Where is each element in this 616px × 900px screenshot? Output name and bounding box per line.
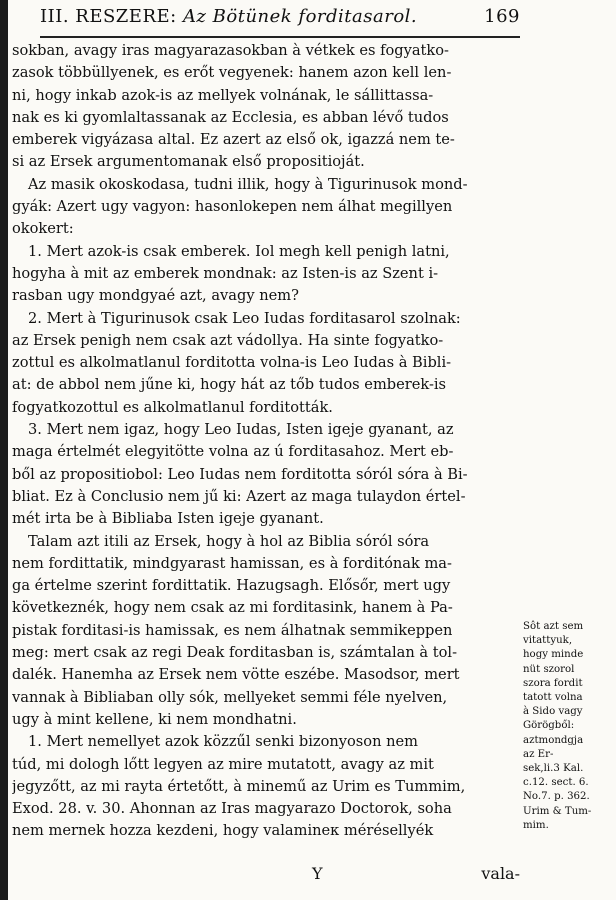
text-line: meg: mert csak az regi Deak forditasban is, számtalan à tol- (12, 644, 458, 662)
header-title (40, 6, 417, 27)
margin-note-line: tatott volna (523, 692, 583, 704)
main-text-block (12, 40, 520, 860)
text-line: emberek vigyázasa altal. Ez azert az első ok, igazzá nem te- (12, 131, 455, 149)
text-line: at: de abbol nem jűne ki, hogy hát az tőb tudos emberek-is (12, 376, 447, 394)
text-line: 3. Mert nem igaz, hogy Leo Iudas, Isten igeje gyanant, az (28, 421, 454, 439)
text-line: túd, mi dologh lőtt legyen az mire mutatott, avagy az mit (12, 755, 434, 773)
text-line: mét irta be à Bibliaba Isten igeje gyanant. (12, 510, 324, 528)
text-line: 2. Mert à Tigurinusok csak Leo Iudas forditasarol szolnak: (28, 309, 461, 327)
text-line: gyák: Azert ugy vagyon: hasonlokepen nem álhat megillyen (12, 198, 453, 216)
margin-note-line: aztmondgja (523, 734, 584, 746)
header-title-italic: Az Bötünek forditasarol. (182, 6, 418, 27)
text-line: sokban, avagy iras magyarazasokban à vétkek es fogyatko- (12, 42, 449, 59)
text-line: ga értelme szerint fordittatik. Hazugsagh. Elősőr, mert ugy (12, 577, 451, 595)
text-line: 1. Mert azok-is csak emberek. Iol megh kell penigh latni, (28, 242, 450, 260)
margin-note-line: hogy minde (523, 649, 584, 661)
text-line: pistak forditasi-is hamissak, es nem álhatnak semmikeppen (12, 621, 453, 639)
text-line: következnék, hogy nem csak az mi forditasink, hanem à Pa- (12, 599, 453, 617)
margin-note-line: c.12. sect. 6. (523, 777, 589, 789)
header-rule (40, 36, 520, 38)
signature-mark: Y (312, 864, 323, 883)
text-line: ugy à mint kellene, ki nem mondhatni. (12, 710, 297, 728)
margin-note (523, 620, 613, 890)
margin-note-line: vitattyuk, (523, 635, 573, 647)
margin-note-line: Sôt azt sem (523, 621, 584, 632)
header-title-prefix: III. RESZERE: (40, 6, 177, 27)
text-line: ni, hogy inkab azok-is az mellyek volnának, le sállittassa- (12, 86, 434, 104)
page-number: 169 (484, 6, 520, 27)
text-line: maga értelmét elegyitötte volna az ú forditasahoz. Mert eb- (12, 443, 454, 461)
margin-note-line: nüt szorol (523, 663, 575, 675)
text-line: hogyha à mit az emberek mondnak: az Isten-is az Szent i- (12, 264, 439, 282)
text-line: zottul es alkolmatlanul forditotta volna-is Leo Iudas à Bibli- (12, 354, 452, 372)
text-line: rasban ugy mondgyaé azt, avagy nem? (12, 287, 299, 305)
text-line: ből az propositiobol: Leo Iudas nem forditotta sóról sóra à Bi- (12, 465, 468, 483)
text-line: si az Ersek argumentomanak első propositioját. (12, 153, 365, 171)
text-line: Exod. 28. v. 30. Ahonnan az Iras magyarazo Doctorok, soha (12, 800, 452, 818)
margin-note-line: No.7. p. 362. (523, 791, 590, 803)
text-line: fogyatkozottul es alkolmatlanul forditották. (12, 398, 333, 416)
text-line: jegyzőtt, az mi rayta értetőtt, à minemű az Urim es Tummim, (12, 777, 466, 795)
margin-note-line: Görögből: (523, 720, 575, 732)
text-line: 1. Mert nemellyet azok közzűl senki bizonyoson nem (28, 733, 418, 751)
margin-note-line: sek,li.3 Kal. (523, 763, 584, 775)
text-line: okokert: (12, 220, 74, 238)
text-line: Talam azt itili az Ersek, hogy à hol az Biblia sóról sóra (28, 532, 430, 550)
margin-note-line: mim. (523, 819, 549, 831)
page-footer (12, 864, 520, 890)
text-line: vannak à Bibliaban olly sók, mellyeket semmi féle nyelven, (12, 688, 448, 706)
running-header (40, 6, 520, 36)
margin-note-line: szora fordit (523, 677, 583, 689)
text-line: dalék. Hanemha az Ersek nem vötte eszébe. Masodsor, mert (12, 666, 460, 684)
text-line: az Ersek penigh nem csak azt vádollya. Ha sinte fogyatko- (12, 331, 444, 349)
text-line: Az masik okoskodasa, tudni illik, hogy à Tigurinusok mond- (28, 175, 468, 193)
margin-note-line: à Sido vagy (523, 706, 583, 718)
margin-note-line: Urim & Tum- (523, 805, 592, 817)
text-line: bliat. Ez à Conclusio nem jű ki: Azert az maga tulaydon értel- (12, 487, 466, 505)
page-edge-shadow (0, 0, 8, 900)
text-line: zasok többüllyenek, es erőt vegyenek: hanem azon kell len- (12, 64, 452, 82)
text-line: nem fordittatik, mindgyarast hamissan, es à forditónak ma- (12, 554, 452, 572)
text-line: nak es ki gyomlaltassanak az Ecclesia, es abban lévő tudos (12, 108, 449, 126)
text-line: nem mernek hozza kezdeni, hogy valamineк mérésellyék (12, 822, 434, 840)
margin-note-line: az Er- (523, 748, 554, 760)
catchword: vala- (481, 864, 520, 883)
